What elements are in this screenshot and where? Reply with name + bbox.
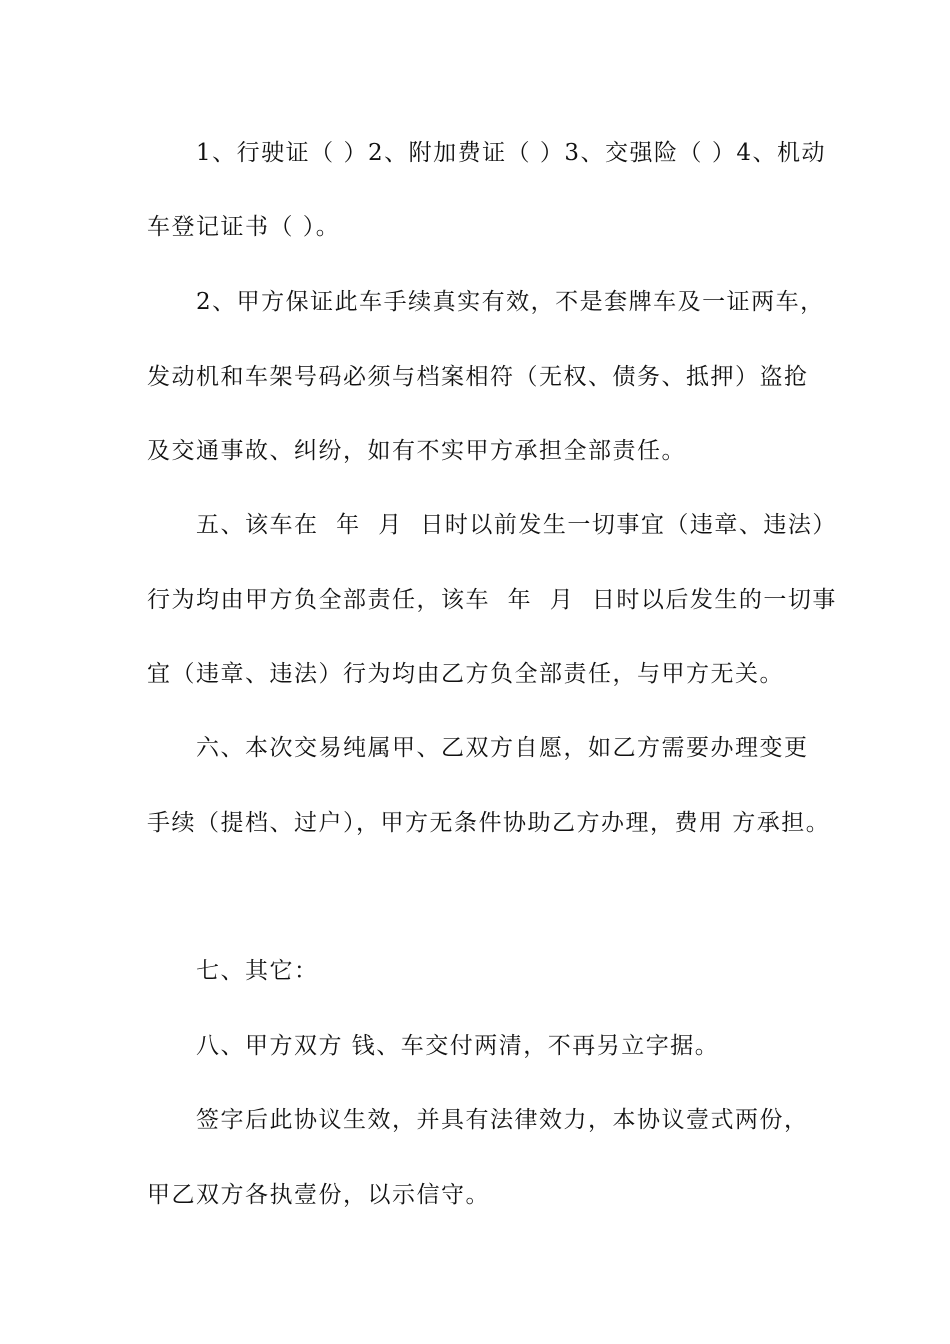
paragraph-line-6: 五、该车在 年 月 日时以前发生一切事宜（违章、违法）	[196, 512, 837, 538]
paragraph-line-12: 八、甲方双方 钱、车交付两清，不再另立字据。	[196, 1033, 720, 1059]
paragraph-line-7: 行为均由甲方负全部责任，该车 年 月 日时以后发生的一切事	[147, 587, 837, 613]
paragraph-line-5: 及交通事故、纠纷，如有不实甲方承担全部责任。	[147, 438, 686, 464]
paragraph-line-1: 1、行驶证（ ）2、附加费证（ ）3、交强险（ ）4、机动	[196, 140, 826, 166]
paragraph-line-10: 手续（提档、过户），甲方无条件协助乙方办理，费用 方承担。	[147, 810, 831, 836]
paragraph-line-9: 六、本次交易纯属甲、乙双方自愿，如乙方需要办理变更	[196, 735, 809, 761]
paragraph-line-4: 发动机和车架号码必须与档案相符（无权、债务、抵押）盗抢	[147, 364, 809, 390]
paragraph-line-8: 宜（违章、违法）行为均由乙方负全部责任，与甲方无关。	[147, 661, 784, 687]
paragraph-line-2: 车登记证书（ ）。	[147, 214, 341, 240]
paragraph-line-13: 签字后此协议生效，并具有法律效力，本协议壹式两份，	[196, 1107, 809, 1133]
paragraph-line-3: 2、甲方保证此车手续真实有效，不是套牌车及一证两车，	[196, 289, 825, 315]
paragraph-line-14: 甲乙双方各执壹份，以示信守。	[147, 1182, 490, 1208]
paragraph-line-11: 七、其它：	[196, 958, 319, 984]
